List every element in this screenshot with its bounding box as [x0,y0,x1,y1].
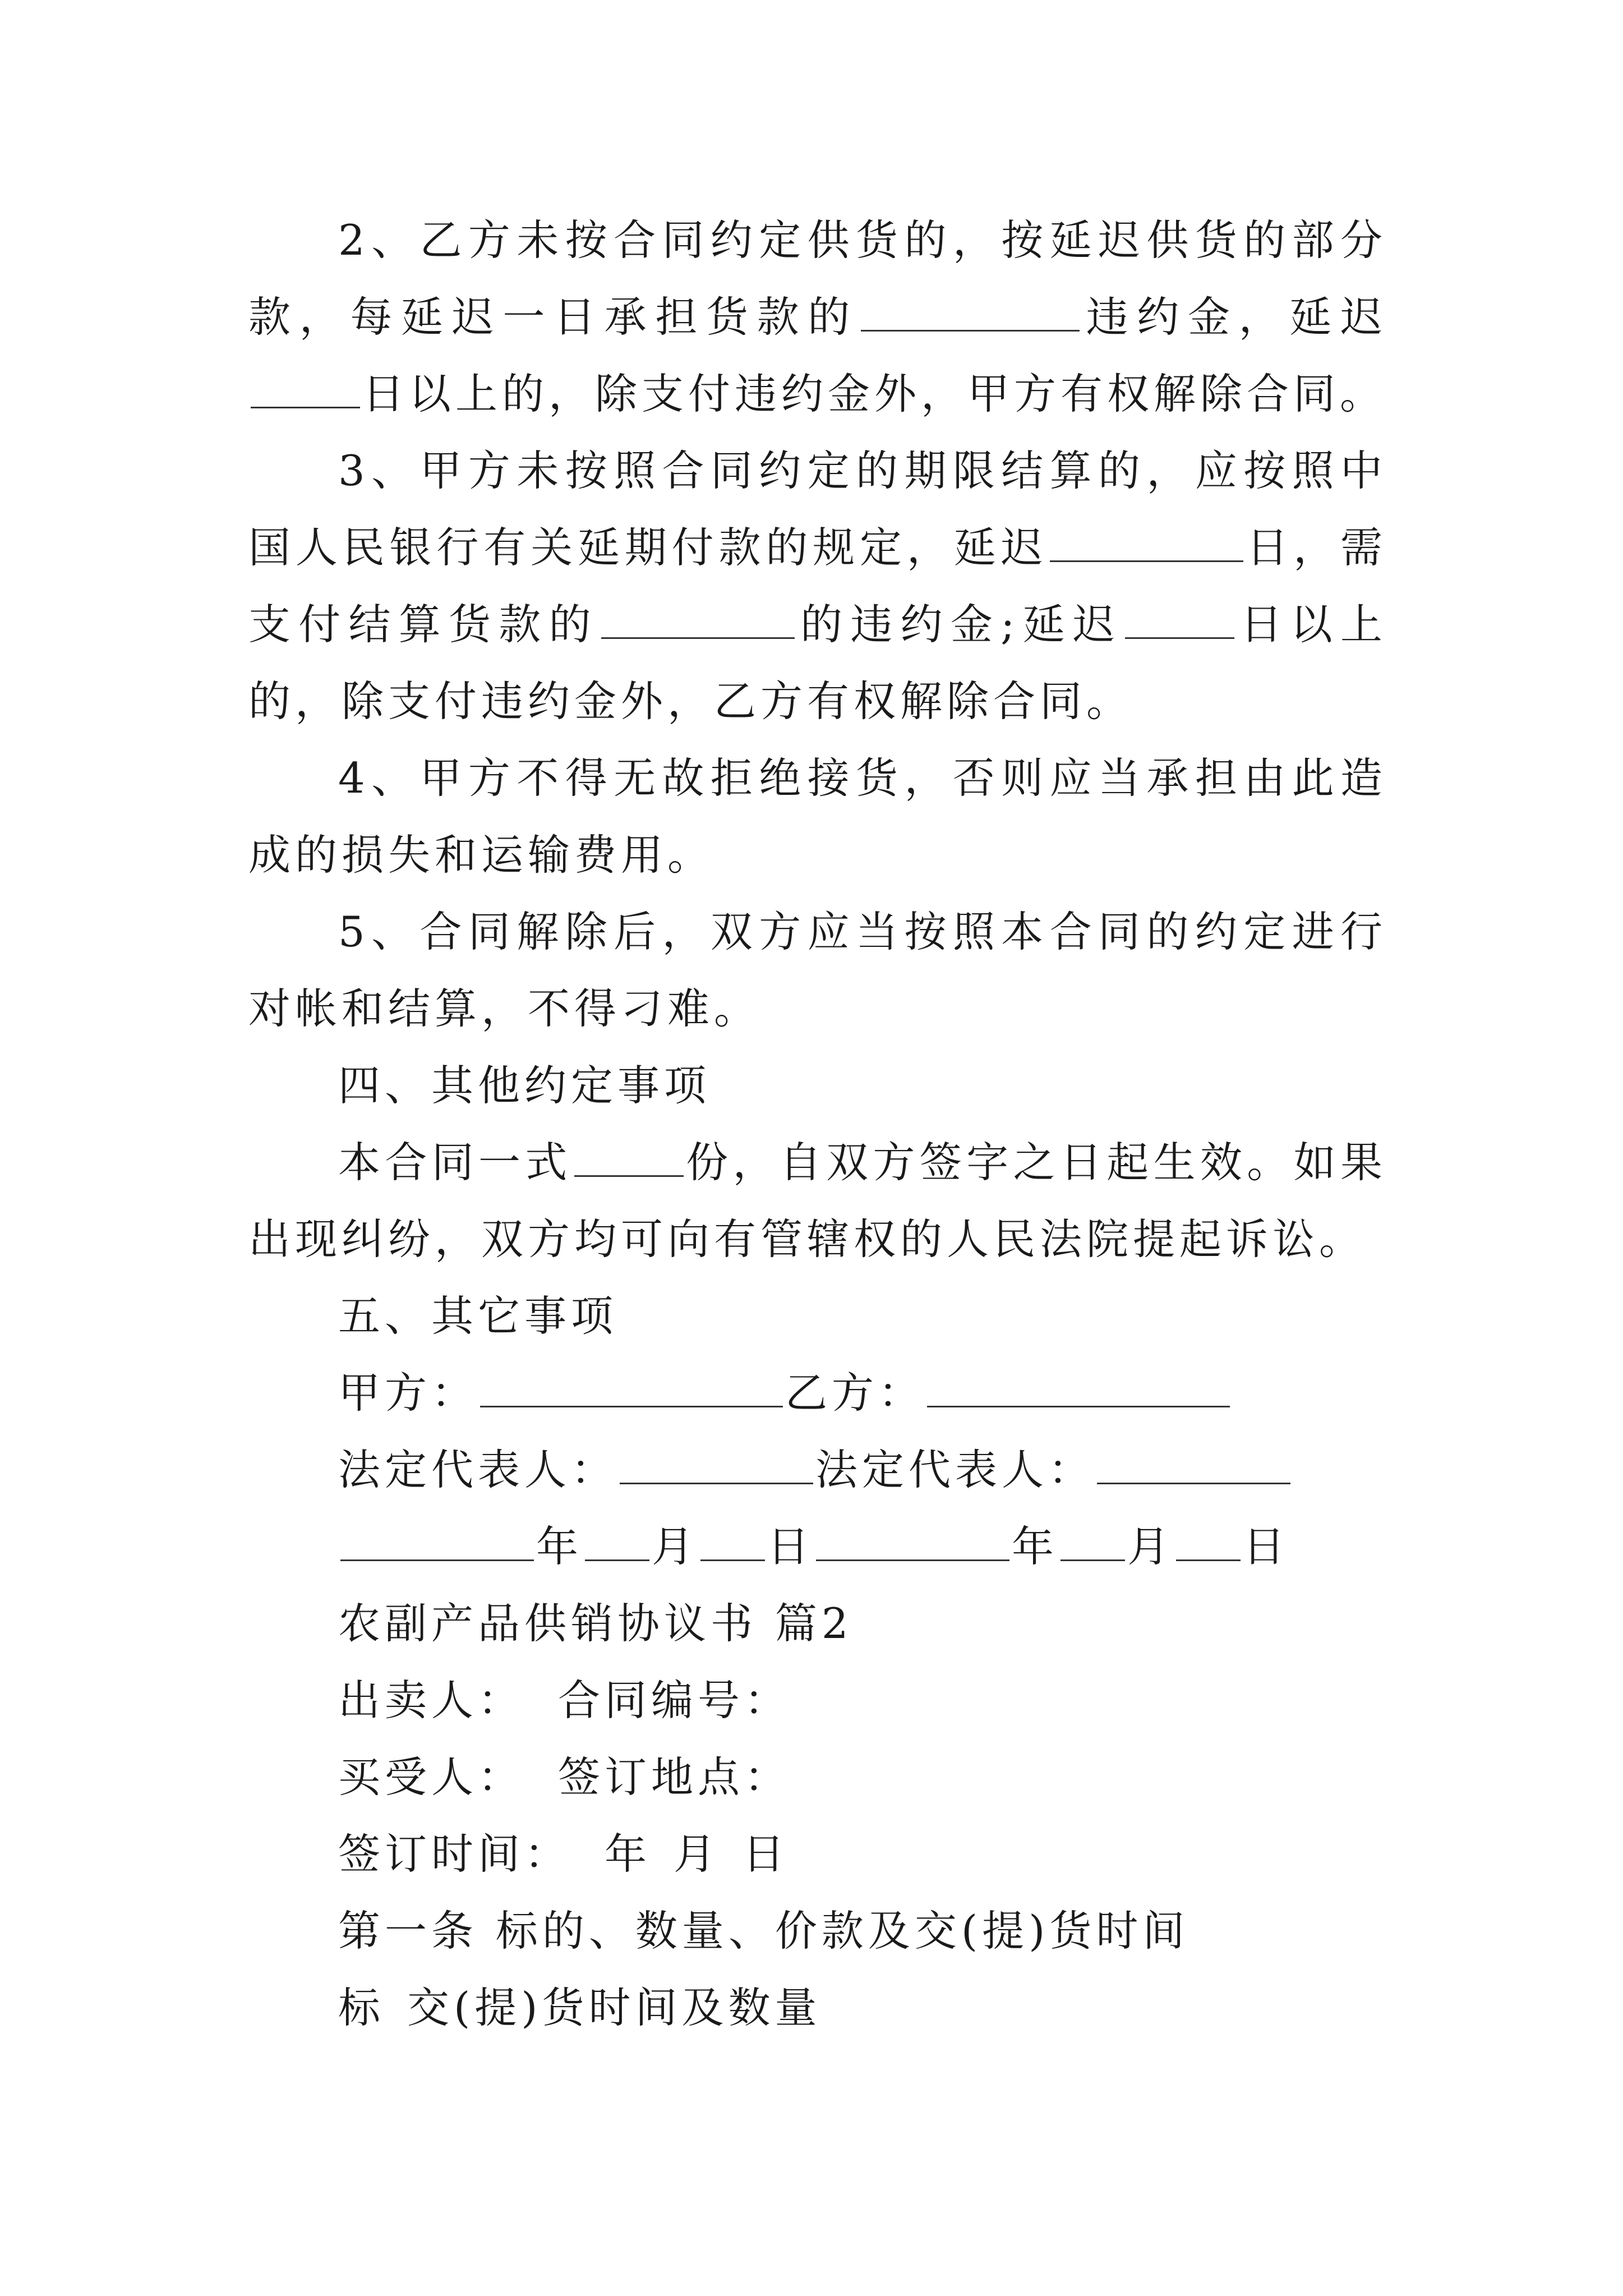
doc2-title: 农副产品供销协议书 篇2 [338,1599,853,1648]
date-a-day-field[interactable] [700,1520,765,1561]
doc2-article-1: 第一条 标的、数量、价款及交(提)货时间 [338,1906,1189,1955]
blank-termination-days[interactable] [1125,598,1234,639]
signature-representatives: 法定代表人： 法定代表人： [248,1432,1387,1508]
clause-3: 3、甲方未按照合同约定的期限结算的，应按照中国人民银行有关延期付款的规定，延迟 日，需支付结算货款的 的违约金;延迟 日以上的，除支付违约金外，乙方有权解除合同。 [248,446,1387,726]
section-4-body: 本合同一式 份，自双方签字之日起生效。如果出现纠纷，双方均可向有管辖权的人民法院提起诉讼。 [248,1124,1387,1278]
document-body [248,202,1387,2046]
signature-dates: 年 月 日 年 月 日 [248,1508,1387,1585]
blank-penalty-percent[interactable] [601,598,795,639]
clause-4: 4、甲方不得无故拒绝接货，否则应当承担由此造成的损失和运输费用。 [248,753,1387,880]
blank-late-days[interactable] [1050,521,1243,562]
section-4-heading: 四、其他约定事项 [338,1061,711,1110]
date-b-year-field[interactable] [816,1520,1009,1561]
signature-parties: 甲方： 乙方： [248,1355,1387,1432]
date-a-month-field[interactable] [585,1520,649,1561]
rep-a-field[interactable] [620,1443,813,1484]
date-b-day-field[interactable] [1176,1520,1241,1561]
doc2-seller-line: 出卖人： 合同编号： [338,1676,791,1725]
clause-5: 5、合同解除后，双方应当按照本合同的约定进行对帐和结算，不得刁难。 [248,907,1387,1033]
rep-b-field[interactable] [1097,1443,1290,1484]
date-b-month-field[interactable] [1061,1520,1125,1561]
blank-delay-days[interactable] [251,367,360,408]
blank-copies[interactable] [574,1136,684,1177]
party-b-field[interactable] [927,1366,1230,1407]
section-5-heading: 五、其它事项 [338,1291,618,1341]
doc2-table-head: 标 交(提)货时间及数量 [338,1983,822,2032]
party-a-field[interactable] [480,1366,783,1407]
blank-penalty-rate[interactable] [861,291,1080,332]
doc2-sign-time-line: 签订时间： 年 月 日 [338,1829,790,1879]
doc2-buyer-line: 买受人： 签订地点： [338,1752,791,1802]
clause-2: 2、乙方未按合同约定供货的，按延迟供货的部分款，每延迟一日承担货款的 违约金，延迟日以上的，除支付违约金外，甲方有权解除合同。 [248,215,1387,418]
date-a-year-field[interactable] [340,1520,534,1561]
